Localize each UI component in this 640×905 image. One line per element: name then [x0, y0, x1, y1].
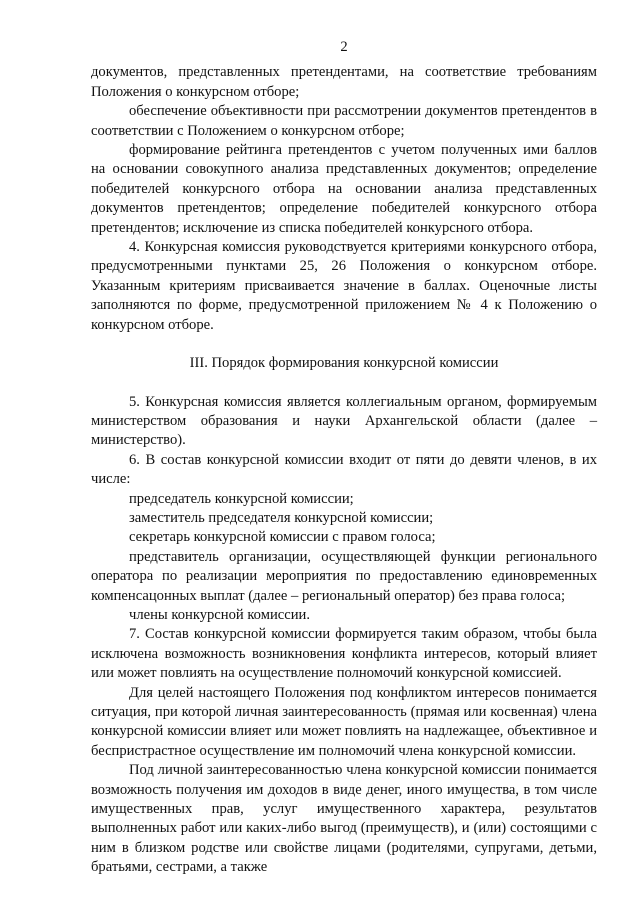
- paragraph-7: 7. Состав конкурсной комиссии формируется таким образом, чтобы была исключена возможность возникновения конфликта интересов, который влияет или может повлиять на осуществление полномочий конкурсной комиссией.: [91, 626, 597, 682]
- paragraph-5: 5. Конкурсная комиссия является коллегиальным органом, формируемым министерством образования и науки Архангельской области (далее – министерство).: [91, 393, 597, 449]
- member-item: члены конкурсной комиссии.: [129, 606, 310, 623]
- paragraph-objectivity: обеспечение объективности при рассмотрении документов претендентов в соответствии с Положением о конкурсном отборе;: [91, 103, 597, 139]
- paragraph-continuation: документов, представленных претендентами, на соответствие требованиям Положения о конкурсном отборе;: [91, 64, 597, 100]
- page-number: 2: [340, 39, 348, 55]
- member-item: представитель организации, осуществляющей функции регионального оператора по реализации мероприятия по предоставлению единовременных компенсацонных выплат (далее – региональный оператор) без права голоса;: [91, 548, 597, 604]
- member-item: председатель конкурсной комиссии;: [129, 490, 354, 507]
- paragraph-6: 6. В состав конкурсной комиссии входит от пяти до девяти членов, в их числе:: [91, 451, 597, 488]
- section-heading: III. Порядок формирования конкурсной комиссии: [189, 355, 499, 372]
- paragraph-4: 4. Конкурсная комиссия руководствуется критериями конкурсного отбора, предусмотренными пунктами 25, 26 Положения о конкурсном отборе. Указанным критериям присваивается значение в баллах. Оценочные листы заполняются по форме, предусмотренной приложением № 4 к Положению о конкурсном отборе.: [91, 239, 597, 333]
- paragraph-conflict-definition: Для целей настоящего Положения под конфликтом интересов понимается ситуация, при которой личная заинтересованность (прямая или косвенная) члена конкурсной комиссии влияет или может повлиять на надлежащее, объективное и беспристрастное осуществление им полномочий члена конкурсной комиссии.: [91, 684, 597, 759]
- paragraph-interest-definition: Под личной заинтересованностью члена конкурсной комиссии понимается возможность получения им доходов в виде денег, иного имущества, в том числе имущественных прав, услуг имущественного характера, результатов выполненных работ или каких-либо выгод (преимуществ), и (или) состоящими с ним в близком родстве или свойстве лицами (родителями, супругами, детьми, братьями, сестрами, а также: [91, 762, 597, 876]
- member-item: секретарь конкурсной комиссии с правом голоса;: [129, 529, 436, 546]
- document-page: [91, 38, 597, 878]
- member-item: заместитель председателя конкурсной комиссии;: [129, 509, 434, 526]
- paragraph-rating: формирование рейтинга претендентов с учетом полученных ими баллов на основании совокупного анализа представленных документов; определение победителей конкурсного отбора на основании анализа представленных документов претендентов; определение победителей конкурсного отбора претендентов; исключение из списка победителей конкурсного отбора.: [91, 142, 597, 236]
